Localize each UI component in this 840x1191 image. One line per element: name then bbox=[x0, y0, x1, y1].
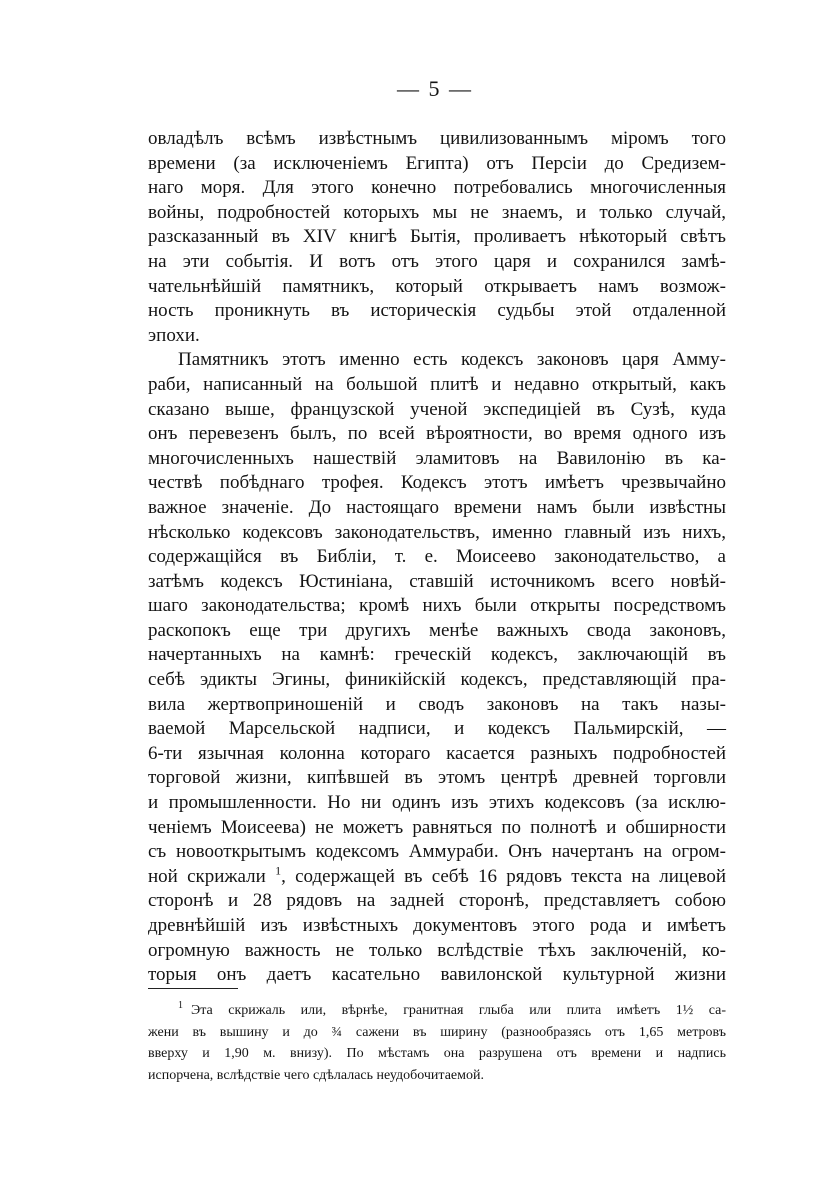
text-line: съ новооткрытымъ кодексомъ Аммураби. Онъ начертанъ на огром- bbox=[148, 841, 726, 863]
text-line: древнѣйшій изъ извѣстныхъ документовъ этого рода и имѣетъ bbox=[148, 915, 726, 936]
text-line: ченіемъ Моисеева) не можетъ равняться по полнотѣ и обширности bbox=[148, 816, 726, 838]
text-fragment: , содержащей въ себѣ 16 рядовъ текста на лицевой bbox=[281, 865, 727, 887]
text-line: чествѣ побѣднаго трофея. Кодексъ этотъ имѣетъ чрезвычайно bbox=[148, 472, 726, 494]
text-line: нѣсколько кодексовъ законодательствъ, именно главный изъ нихъ, bbox=[148, 521, 726, 543]
text-line: шаго законодательства; кромѣ нихъ были открыты посредствомъ bbox=[148, 595, 726, 617]
paragraph-2 bbox=[148, 348, 726, 987]
text-line: ность проникнуть въ историческія судьбы этой отдаленной bbox=[148, 300, 726, 322]
text-line: разсказанный въ XIV книгѣ Бытія, проливаетъ нѣкоторый свѣтъ bbox=[148, 226, 726, 248]
footnote-text: Эта скрижаль или, вѣрнѣе, гранитная глыба или плита имѣетъ 1½ са- bbox=[191, 1003, 726, 1018]
footnote-marker: 1 bbox=[178, 1000, 183, 1012]
text-line: содержащійся въ Библіи, т. е. Моисеево законодательство, а bbox=[148, 546, 726, 568]
text-fragment: ной скрижали bbox=[148, 865, 266, 887]
text-line: многочисленныхъ нашествій эламитовъ на Вавилонію въ ка- bbox=[148, 447, 726, 469]
text-line: торговой жизни, кипѣвшей въ этомъ центрѣ древней торговли bbox=[148, 767, 726, 789]
text-line: времени (за исключеніемъ Египта) отъ Персіи до Средизем- bbox=[148, 152, 726, 174]
text-line: торыя онъ даетъ касательно вавилонской культурной жизни bbox=[148, 964, 726, 986]
text-line: на эти событія. И вотъ отъ этого царя и сохранился замѣ- bbox=[148, 250, 726, 272]
text-line: начертанныхъ на камнѣ: греческій кодексъ, заключающій въ bbox=[148, 644, 726, 666]
text-line: сторонѣ и 28 рядовъ на задней сторонѣ, представляетъ собою bbox=[148, 890, 726, 912]
text-line: раскопокъ еще три другихъ менѣе важныхъ свода законовъ, bbox=[148, 619, 726, 641]
text-line: вила жертвоприношеній и сводъ законовъ на такъ назы- bbox=[148, 693, 726, 715]
text-line: эпохи. bbox=[148, 324, 200, 346]
text-line: себѣ эдикты Эгины, финикійскій кодексъ, представляющій пра- bbox=[148, 669, 726, 691]
paragraph-1 bbox=[148, 127, 726, 348]
text-line bbox=[148, 865, 726, 890]
text-line: чательнѣйшій памятникъ, который открываетъ намъ возмож- bbox=[148, 275, 726, 297]
text-line: ваемой Марсельской надписи, и кодексъ Пальмирскій, — bbox=[148, 718, 726, 740]
text-line: онъ перевезенъ былъ, по всей вѣроятности, во время одного изъ bbox=[148, 423, 726, 445]
footnote-line bbox=[148, 1000, 726, 1022]
footnote-line: испорчена, вслѣдствіе чего сдѣлалась неудобочитаемой. bbox=[148, 1067, 484, 1083]
text-line: наго моря. Для этого конечно потребовались многочисленныя bbox=[148, 177, 726, 199]
text-line: затѣмъ кодексъ Юстиніана, ставшій источникомъ всего новѣй- bbox=[148, 570, 726, 592]
text-line: огромную важность не только вслѣдствіе тѣхъ заключеній, ко- bbox=[148, 939, 726, 961]
text-line: раби, написанный на большой плитѣ и недавно открытый, какъ bbox=[148, 373, 726, 395]
text-line: Памятникъ этотъ именно есть кодексъ законовъ царя Амму- bbox=[178, 349, 726, 371]
page-number: — 5 — bbox=[397, 76, 473, 101]
text-line: овладѣлъ всѣмъ извѣстнымъ цивилизованнымъ міромъ того bbox=[148, 128, 726, 149]
text-line: войны, подробностей которыхъ мы не знаемъ, и только случай, bbox=[148, 201, 726, 223]
footnote-line: вверху и 1,90 м. внизу). По мѣстамъ она разрушена отъ времени и надпись bbox=[148, 1046, 726, 1061]
footnote-reference[interactable]: 1 bbox=[275, 863, 282, 878]
text-line: и промышленности. Но ни одинъ изъ этихъ кодексовъ (за исклю- bbox=[148, 792, 726, 814]
footnote-line: жени въ вышину и до ¾ сажени въ ширину (разнообразясь отъ 1,65 метровъ bbox=[148, 1024, 726, 1040]
text-line: сказано выше, французской ученой экспедиціей въ Сузѣ, куда bbox=[148, 398, 726, 420]
text-line: важное значеніе. До настоящаго времени намъ были извѣстны bbox=[148, 496, 726, 518]
footnote bbox=[148, 1000, 726, 1086]
text-line: 6-ти язычная колонна котораго касается разныхъ подробностей bbox=[148, 742, 726, 764]
footnote-divider bbox=[148, 988, 238, 989]
main-text bbox=[148, 127, 726, 988]
